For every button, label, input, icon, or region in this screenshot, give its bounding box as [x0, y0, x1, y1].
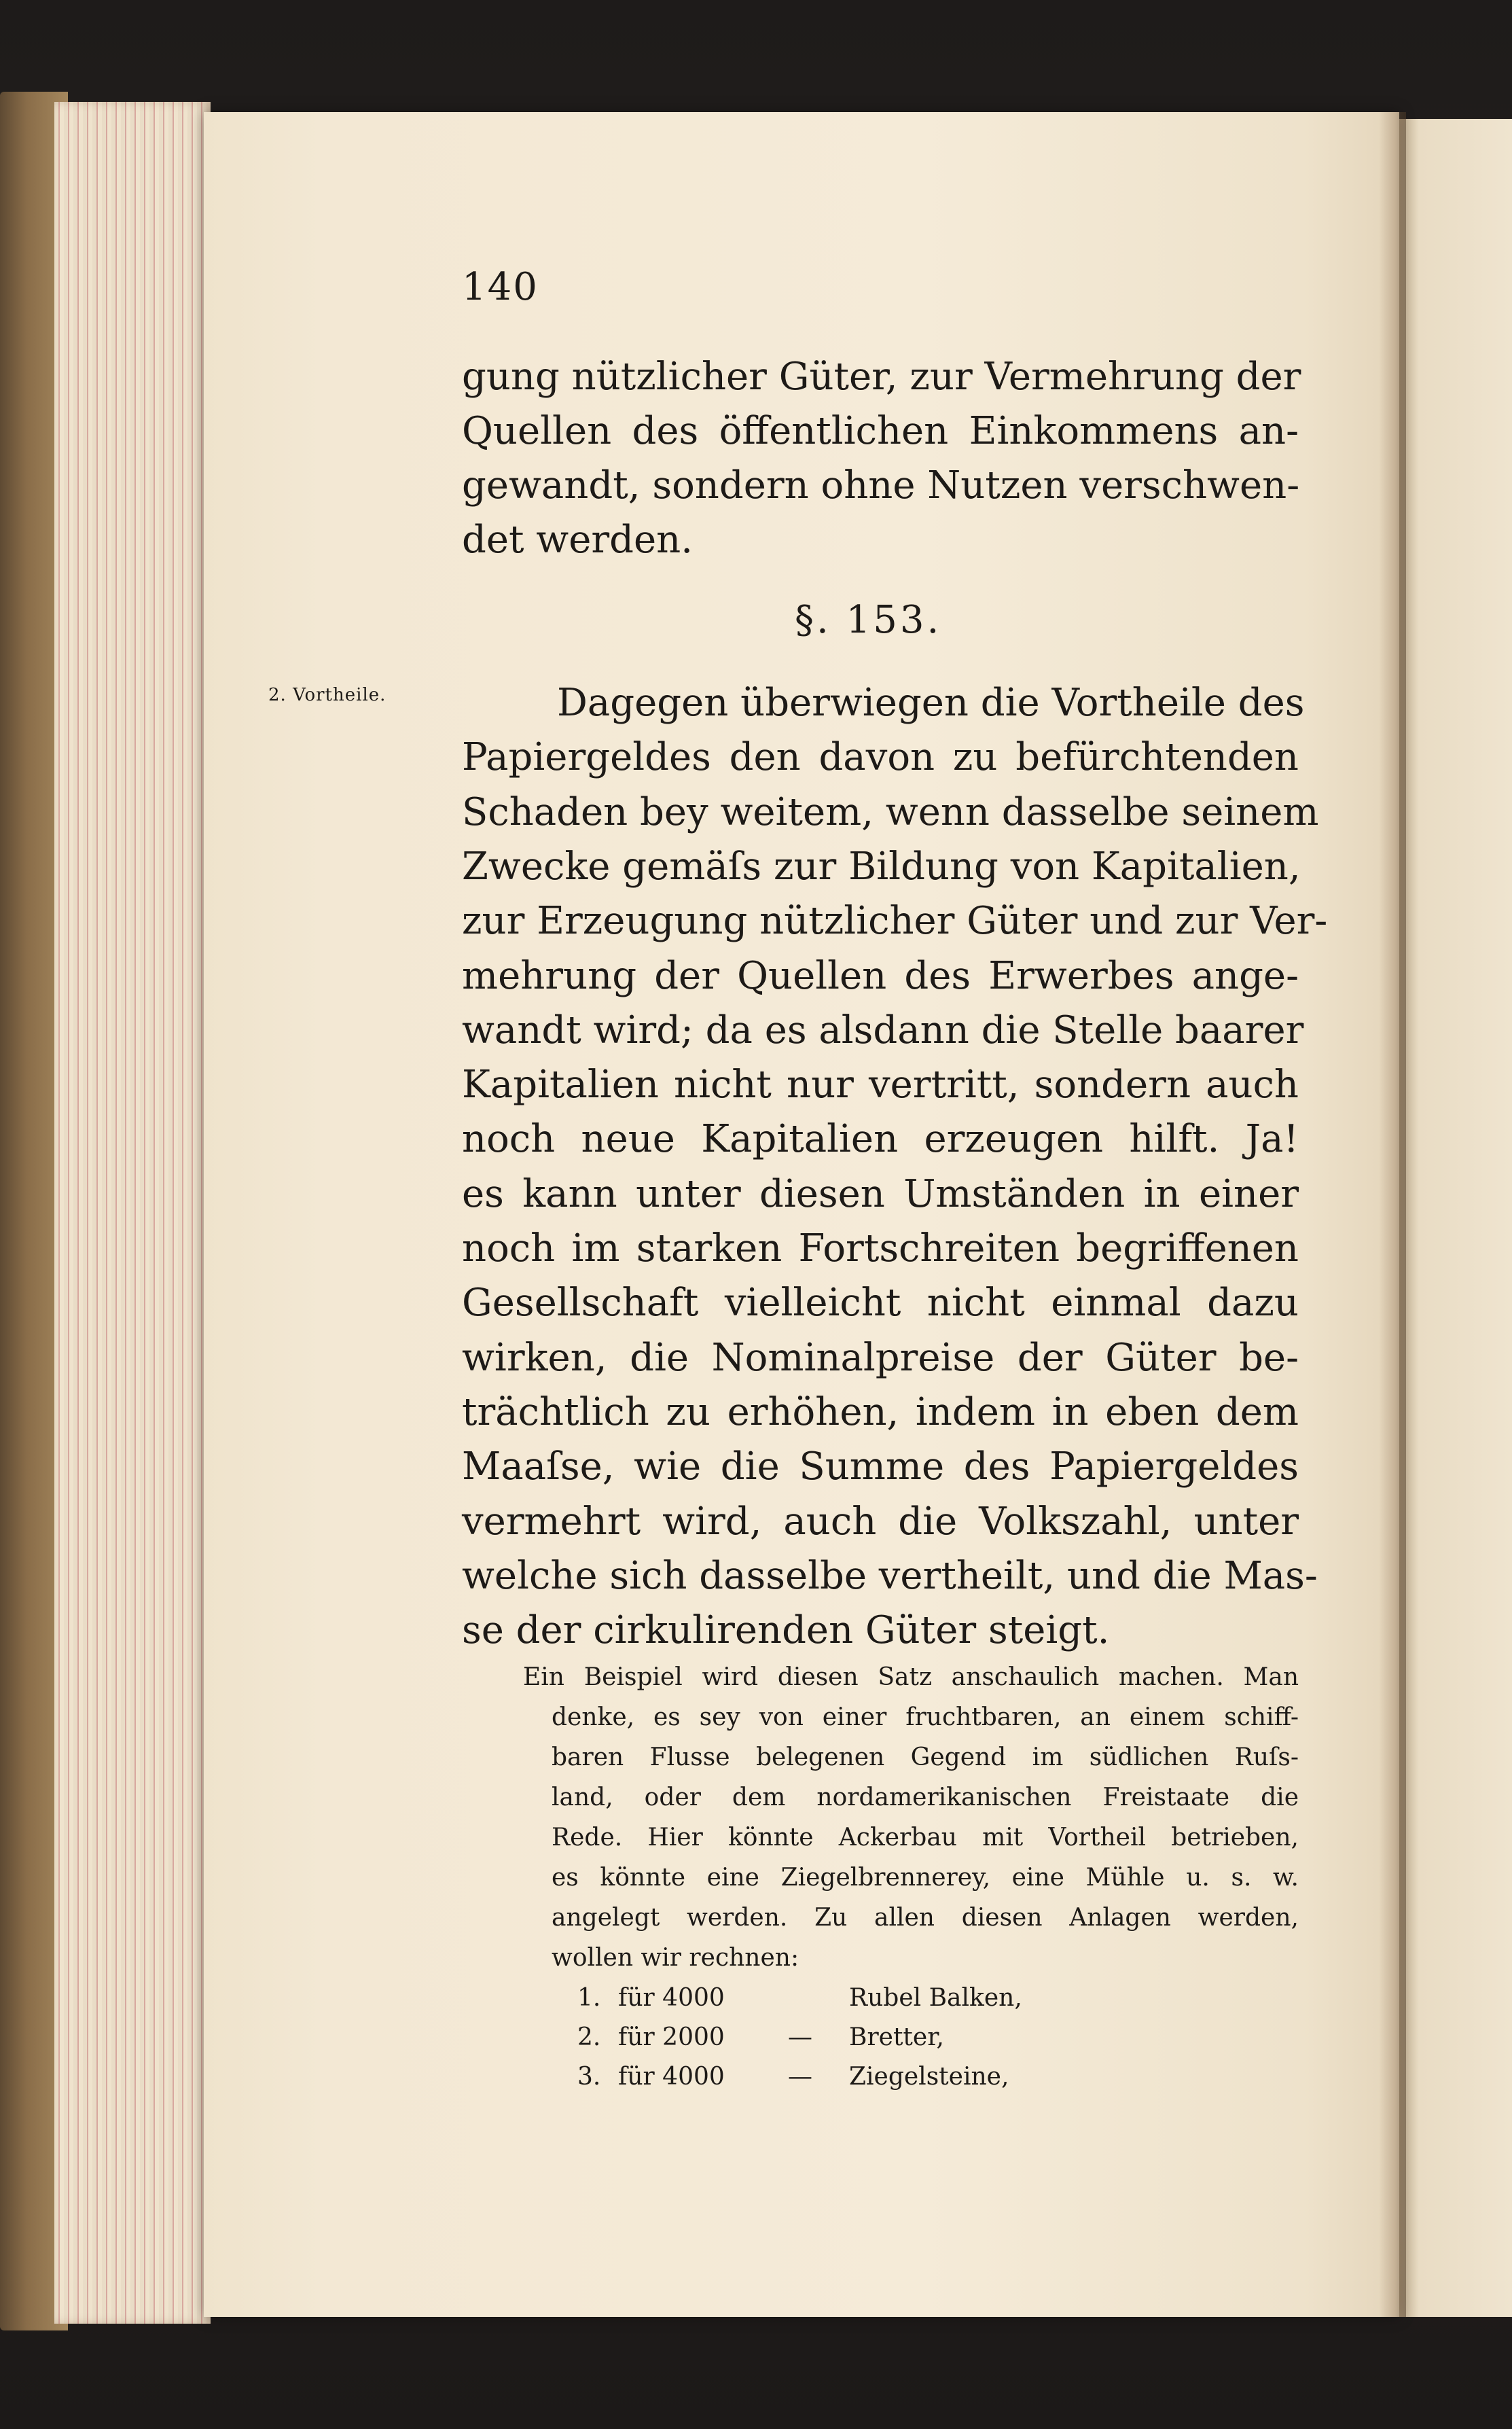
text-line: denke, es sey von einer fruchtbaren, an einem schiff-	[552, 1703, 1299, 1731]
text-line: wollen wir rechnen:	[552, 1944, 799, 1972]
text-line: zur Erzeugung nützlicher Güter und zur Ver-	[462, 899, 1328, 944]
text-line: Zwecke gemäſs zur Bildung von Kapitalien,	[462, 844, 1301, 889]
text-line: vermehrt wird, auch die Volkszahl, unter	[462, 1499, 1299, 1544]
text-line: es kann unter diesen Umständen in einer	[462, 1171, 1299, 1216]
text-line: es könnte eine Ziegelbrennerey, eine Mühle u. s. w.	[552, 1864, 1299, 1892]
text-line: trächtlich zu erhöhen, indem in eben dem	[462, 1389, 1299, 1434]
list-number: 1.	[577, 1984, 601, 2012]
text-line: Rede. Hier könnte Ackerbau mit Vortheil betrieben,	[552, 1824, 1299, 1851]
text-line: noch neue Kapitalien erzeugen hilft. Ja!	[462, 1117, 1299, 1162]
list-amount: für 2000	[618, 2023, 725, 2051]
text-line: Maaſse, wie die Summe des Papiergeldes	[462, 1444, 1299, 1489]
list-number: 3.	[577, 2063, 601, 2091]
list-item	[577, 2018, 1094, 2057]
text-line: se der cirkulirenden Güter steigt.	[462, 1608, 1110, 1653]
list-ditto-mark: —	[788, 2023, 812, 2051]
list-ditto-mark: —	[788, 2063, 812, 2091]
text-line: mehrung der Quellen des Erwerbes ange-	[462, 953, 1299, 998]
list-amount: für 4000	[618, 2063, 725, 2091]
text-line: noch im starken Fortschreiten begriffenen	[462, 1226, 1299, 1271]
margin-note: 2. Vortheile.	[268, 685, 386, 705]
list-number: 2.	[577, 2023, 601, 2051]
text-line: Ein Beispiel wird diesen Satz anschaulich machen. Man	[523, 1663, 1299, 1691]
text-line: welche sich dasselbe vertheilt, und die Mas-	[462, 1553, 1318, 1598]
page-number: 140	[462, 265, 539, 309]
text-line: baren Flusse belegenen Gegend im südlichen Ruſs-	[552, 1743, 1299, 1771]
facing-page	[1396, 119, 1512, 2317]
text-line: angelegt werden. Zu allen diesen Anlagen werden,	[552, 1904, 1299, 1932]
text-line: det werden.	[462, 518, 693, 562]
text-line: Kapitalien nicht nur vertritt, sondern auch	[462, 1063, 1299, 1107]
list-item-label: Bretter,	[849, 2023, 944, 2051]
text-line: Quellen des öffentlichen Einkommens an-	[462, 409, 1299, 453]
text-line: wirken, die Nominalpreise der Güter be-	[462, 1335, 1299, 1380]
text-line: wandt wird; da es alsdann die Stelle baarer	[462, 1008, 1304, 1052]
text-line: gung nützlicher Güter, zur Vermehrung der	[462, 355, 1301, 399]
list-item-label: Ziegelsteine,	[849, 2063, 1009, 2091]
text-line: Gesellschaft vielleicht nicht einmal dazu	[462, 1281, 1299, 1326]
list-item	[577, 2057, 1094, 2097]
text-line: land, oder dem nordamerikanischen Freistaate die	[552, 1784, 1299, 1811]
page-gutter	[1379, 112, 1406, 2317]
text-line: Dagegen überwiegen die Vortheile des	[557, 681, 1305, 725]
text-line: Schaden bey weitem, wenn dasselbe seinem	[462, 790, 1319, 834]
list-item-label: Rubel Balken,	[849, 1984, 1022, 2012]
text-line: gewandt, sondern ohne Nutzen verschwen-	[462, 463, 1300, 508]
section-heading: §. 153.	[795, 598, 942, 642]
page-edges	[54, 102, 211, 2324]
text-line: Papiergeldes den davon zu befürchtenden	[462, 735, 1299, 780]
list-amount: für 4000	[618, 1984, 725, 2012]
list-item	[577, 1979, 1094, 2018]
